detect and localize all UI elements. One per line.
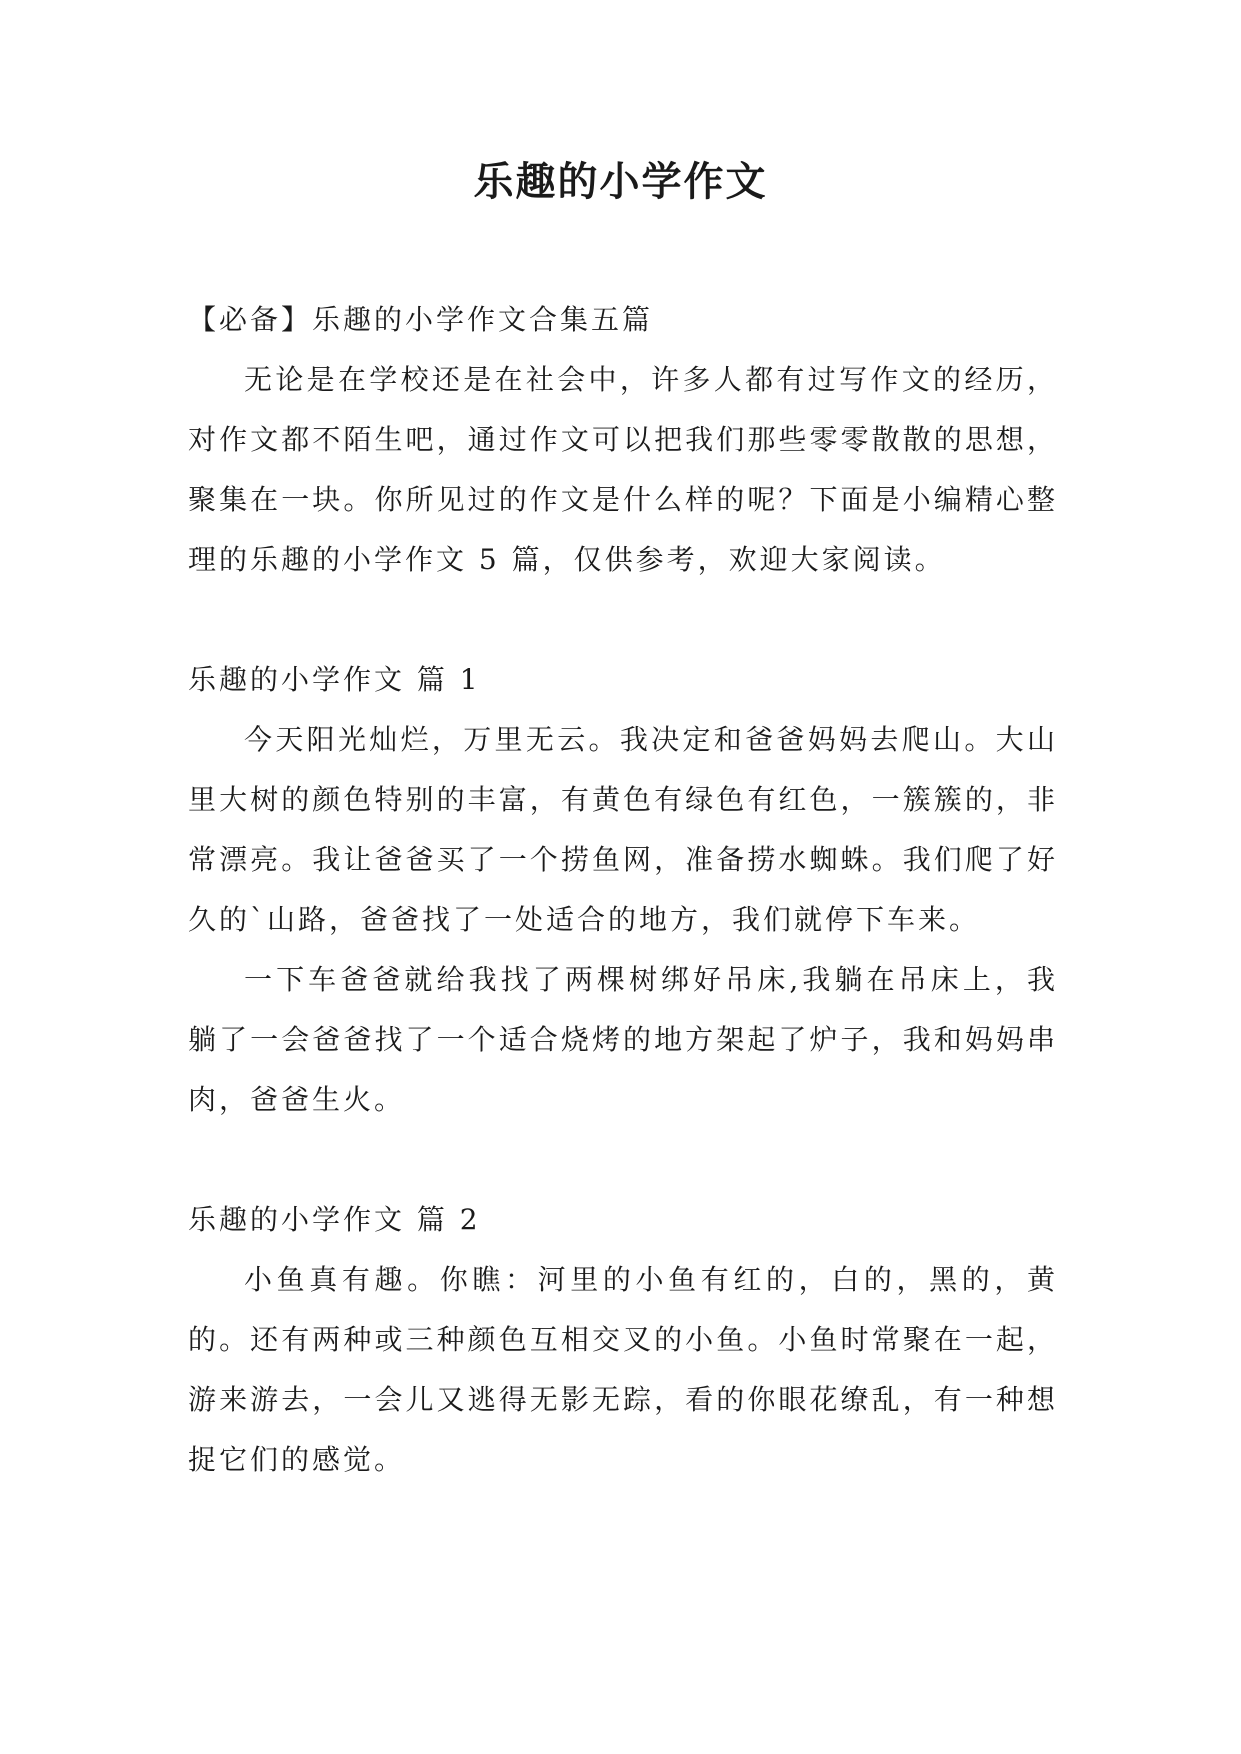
- document-body: [188, 290, 1058, 1490]
- section-1-paragraph-2: 一下车爸爸就给我找了两棵树绑好吊床,我躺在吊床上，我躺了一会爸爸找了一个适合烧烤的地方架起了炉子，我和妈妈串肉，爸爸生火。: [188, 963, 1058, 1116]
- section-heading-2: 乐趣的小学作文 篇 2: [188, 1203, 481, 1236]
- document-title: 乐趣的小学作文: [473, 158, 768, 205]
- section-2-paragraph-1: 小鱼真有趣。你瞧：河里的小鱼有红的，白的，黑的，黄的。还有两种或三种颜色互相交叉的小鱼。小鱼时常聚在一起，游来游去，一会儿又逃得无影无踪，看的你眼花缭乱，有一种想捉它们的感觉。: [188, 1263, 1058, 1476]
- section-heading-1: 乐趣的小学作文 篇 1: [188, 663, 481, 696]
- document-subtitle: 【必备】乐趣的小学作文合集五篇: [188, 303, 654, 336]
- section-1-paragraph-1: 今天阳光灿烂，万里无云。我决定和爸爸妈妈去爬山。大山里大树的颜色特别的丰富，有黄色有绿色有红色，一簇簇的，非常漂亮。我让爸爸买了一个捞鱼网，准备捞水蜘蛛。我们爬了好久的`山路，爸爸找了一处适合的地方，我们就停下车来。: [188, 723, 1058, 936]
- intro-paragraph: 无论是在学校还是在社会中，许多人都有过写作文的经历，对作文都不陌生吧，通过作文可以把我们那些零零散散的思想，聚集在一块。你所见过的作文是什么样的呢？下面是小编精心整理的乐趣的小学作文 5 篇，仅供参考，欢迎大家阅读。: [188, 363, 1058, 576]
